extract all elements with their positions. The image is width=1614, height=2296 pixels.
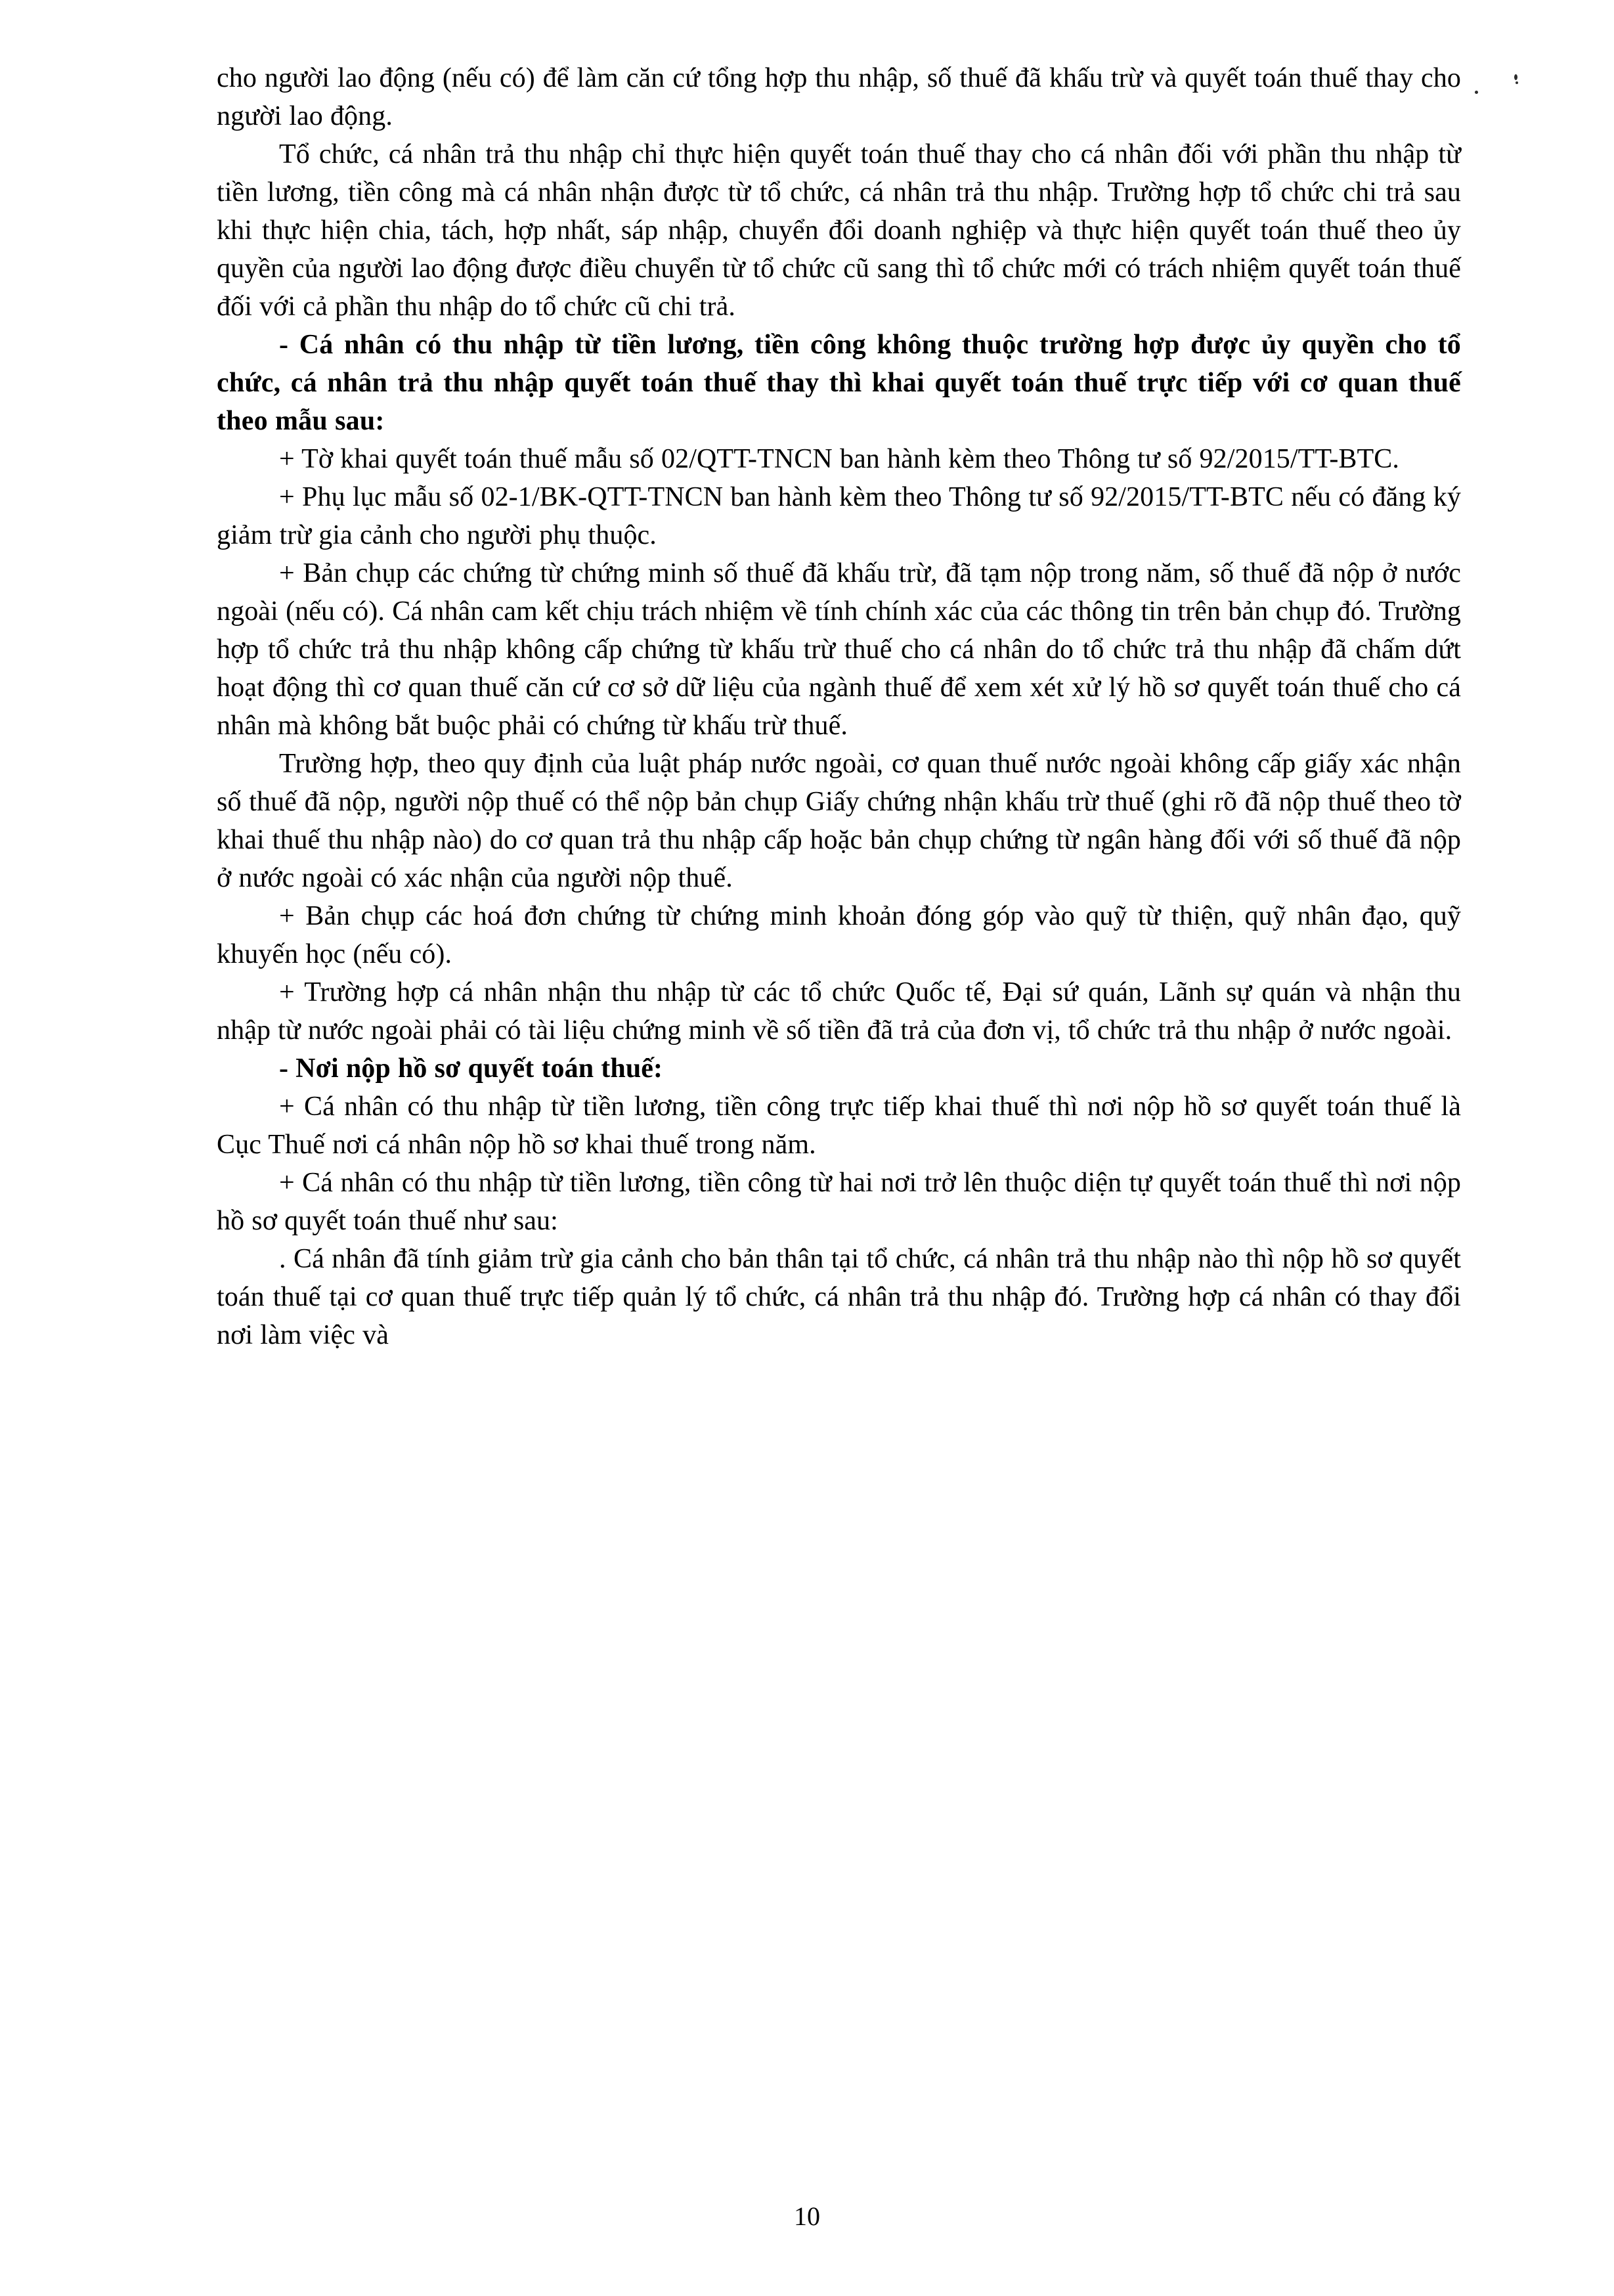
paragraph-submission-family-deduction: . Cá nhân đã tính giảm trừ gia cảnh cho bản thân tại tổ chức, cá nhân trả thu nhập nào thì nộp hồ sơ quyết toán thuế tại cơ quan thuế trực tiếp quản lý tổ chức, cá nhân trả thu nhập đó. Trường hợp cá nhân có thay đổi nơi làm việc và <box>217 1244 1461 1350</box>
paragraph-form-02-1-bk-qtt-tncn: + Phụ lục mẫu số 02-1/BK-QTT-TNCN ban hành kèm theo Thông tư số 92/2015/TT-BTC nếu có đăng ký giảm trừ gia cảnh cho người phụ thuộc. <box>217 482 1461 550</box>
paragraph-form-02-qtt-tncn: + Tờ khai quyết toán thuế mẫu số 02/QTT-TNCN ban hành kèm theo Thông tư số 92/2015/TT-BTC. <box>279 444 1400 474</box>
paragraph-submission-direct-declaration: + Cá nhân có thu nhập từ tiền lương, tiền công trực tiếp khai thuế thì nơi nộp hồ sơ quyết toán thuế là Cục Thuế nơi cá nhân nộp hồ sơ khai thuế trong năm. <box>217 1092 1461 1160</box>
paragraph-org-tax-finalization: Tổ chức, cá nhân trả thu nhập chỉ thực hiện quyết toán thuế thay cho cá nhân đối với phần thu nhập từ tiền lương, tiền công mà cá nhân nhận được từ tổ chức, cá nhân trả thu nhập. Trường hợp tổ chức chi trả sau khi thực hiện chia, tách, hợp nhất, sáp nhập, chuyển đổi doanh nghiệp và thực hiện quyết toán thuế theo ủy quyền của người lao động được điều chuyển từ tổ chức cũ sang thì tổ chức mới có trách nhiệm quyết toán thuế đối với cả phần thu nhập do tổ chức cũ chi trả. <box>217 139 1461 322</box>
scan-speck-icon <box>1516 81 1518 84</box>
paragraph-international-organizations: + Trường hợp cá nhân nhận thu nhập từ các tổ chức Quốc tế, Đại sứ quán, Lãnh sự quán và nhận thu nhập từ nước ngoài phải có tài liệu chứng minh về số tiền đã trả của đơn vị, tổ chức trả thu nhập ở nước ngoài. <box>217 977 1461 1046</box>
paragraph-submission-two-or-more-sources: + Cá nhân có thu nhập từ tiền lương, tiền công từ hai nơi trở lên thuộc diện tự quyết toán thuế thì nơi nộp hồ sơ quyết toán thuế như sau: <box>217 1168 1461 1236</box>
paragraph-bold-direct-declaration: - Cá nhân có thu nhập từ tiền lương, tiền công không thuộc trường hợp được ủy quyền cho tổ chức, cá nhân trả thu nhập quyết toán thuế thay thì khai quyết toán thuế trực tiếp với cơ quan thuế theo mẫu sau: <box>217 330 1461 436</box>
paragraph-continuation: cho người lao động (nếu có) để làm căn cứ tổng hợp thu nhập, số thuế đã khấu trừ và quyết toán thuế thay cho người lao động. <box>217 63 1461 131</box>
heading-submission-location: - Nơi nộp hồ sơ quyết toán thuế: <box>279 1053 663 1084</box>
document-body <box>217 59 1461 1354</box>
scan-speck-icon <box>1514 74 1517 80</box>
page-number: 10 <box>794 2201 820 2231</box>
scan-speck-icon <box>1475 91 1478 94</box>
paragraph-copies-of-documents: + Bản chụp các chứng từ chứng minh số thuế đã khấu trừ, đã tạm nộp trong năm, số thuế đã nộp ở nước ngoài (nếu có). Cá nhân cam kết chịu trách nhiệm về tính chính xác của các thông tin trên bản chụp đó. Trường hợp tổ chức trả thu nhập không cấp chứng từ khấu trừ thuế cho cá nhân do tổ chức trả thu nhập đã chấm dứt hoạt động thì cơ quan thuế căn cứ cơ sở dữ liệu của ngành thuế để xem xét xử lý hồ sơ quyết toán thuế cho cá nhân mà không bắt buộc phải có chứng từ khấu trừ thuế. <box>217 558 1461 741</box>
paragraph-foreign-law-case: Trường hợp, theo quy định của luật pháp nước ngoài, cơ quan thuế nước ngoài không cấp giấy xác nhận số thuế đã nộp, người nộp thuế có thể nộp bản chụp Giấy chứng nhận khấu trừ thuế (ghi rõ đã nộp thuế theo tờ khai thuế thu nhập nào) do cơ quan trả thu nhập cấp hoặc bản chụp chứng từ ngân hàng đối với số thuế đã nộp ở nước ngoài có xác nhận của người nộp thuế. <box>217 749 1461 893</box>
paragraph-charity-invoices: + Bản chụp các hoá đơn chứng từ chứng minh khoản đóng góp vào quỹ từ thiện, quỹ nhân đạo, quỹ khuyến học (nếu có). <box>217 901 1461 969</box>
